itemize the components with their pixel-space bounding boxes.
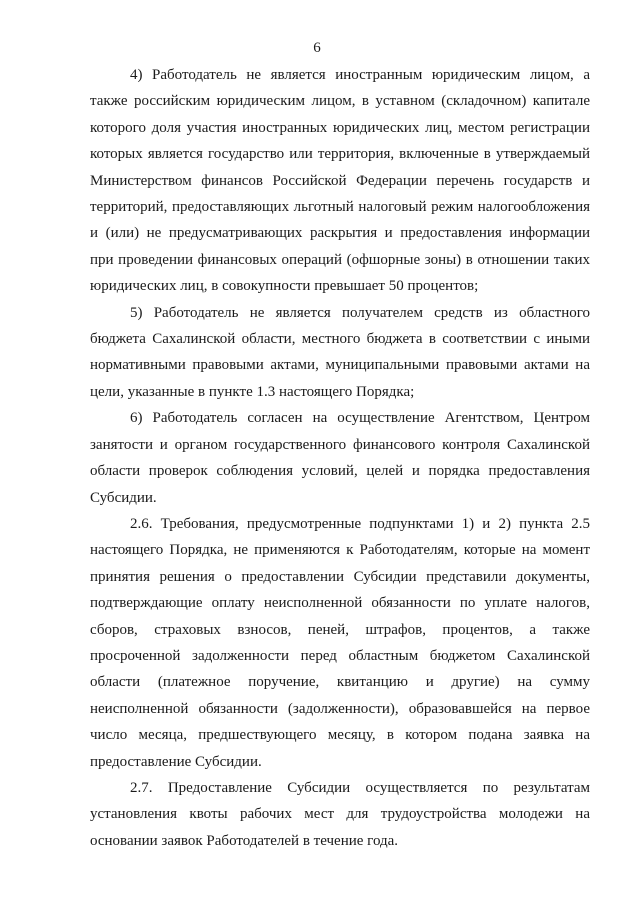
document-body xyxy=(90,62,590,854)
page-number: 6 xyxy=(313,40,321,56)
paragraph-item-6: 6) Работодатель согласен на осуществление Агентством, Центром занятости и органом государственного финансового контроля Сахалинской области проверок соблюдения условий, целей и порядка предоставления Субсидии. xyxy=(90,410,590,506)
paragraph-clause-2-7: 2.7. Предоставление Субсидии осуществляется по результатам установления квоты рабочих мест для трудоустройства молодежи на основании заявок Работодателей в течение года. xyxy=(90,779,590,849)
paragraph-item-5: 5) Работодатель не является получателем средств из областного бюджета Сахалинской области, местного бюджета в соответствии с иными нормативными правовыми актами, муниципальными правовыми актами на цели, указанные в пункте 1.3 настоящего Порядка; xyxy=(90,304,590,400)
paragraph-item-4: 4) Работодатель не является иностранным юридическим лицом, а также российским юридическим лицом, в уставном (складочном) капитале которого доля участия иностранных юридических лиц, местом регистрации которых является государство или территория, включенные в утверждаемый Министерством финансов Российской Федерации перечень государств и территорий, предоставляющих льготный налоговый режим налогообложения и (или) не предусматривающих раскрытия и предоставления информации при проведении финансовых операций (офшорные зоны) в отношении таких юридических лиц, в совокупности превышает 50 процентов; xyxy=(90,67,590,295)
paragraph-clause-2-6: 2.6. Требования, предусмотренные подпунктами 1) и 2) пункта 2.5 настоящего Порядка, не применяются к Работодателям, которые на момент принятия решения о предоставлении Субсидии представили документы, подтверждающие оплату неисполненной обязанности по уплате налогов, сборов, страховых взносов, пеней, штрафов, процентов, а также просроченной задолженности перед областным бюджетом Сахалинской области (платежное поручение, квитанцию и другие) на сумму неисполненной обязанности (задолженности), образовавшейся на первое число месяца, предшествующего месяцу, в котором подана заявка на предоставление Субсидии. xyxy=(90,515,590,770)
